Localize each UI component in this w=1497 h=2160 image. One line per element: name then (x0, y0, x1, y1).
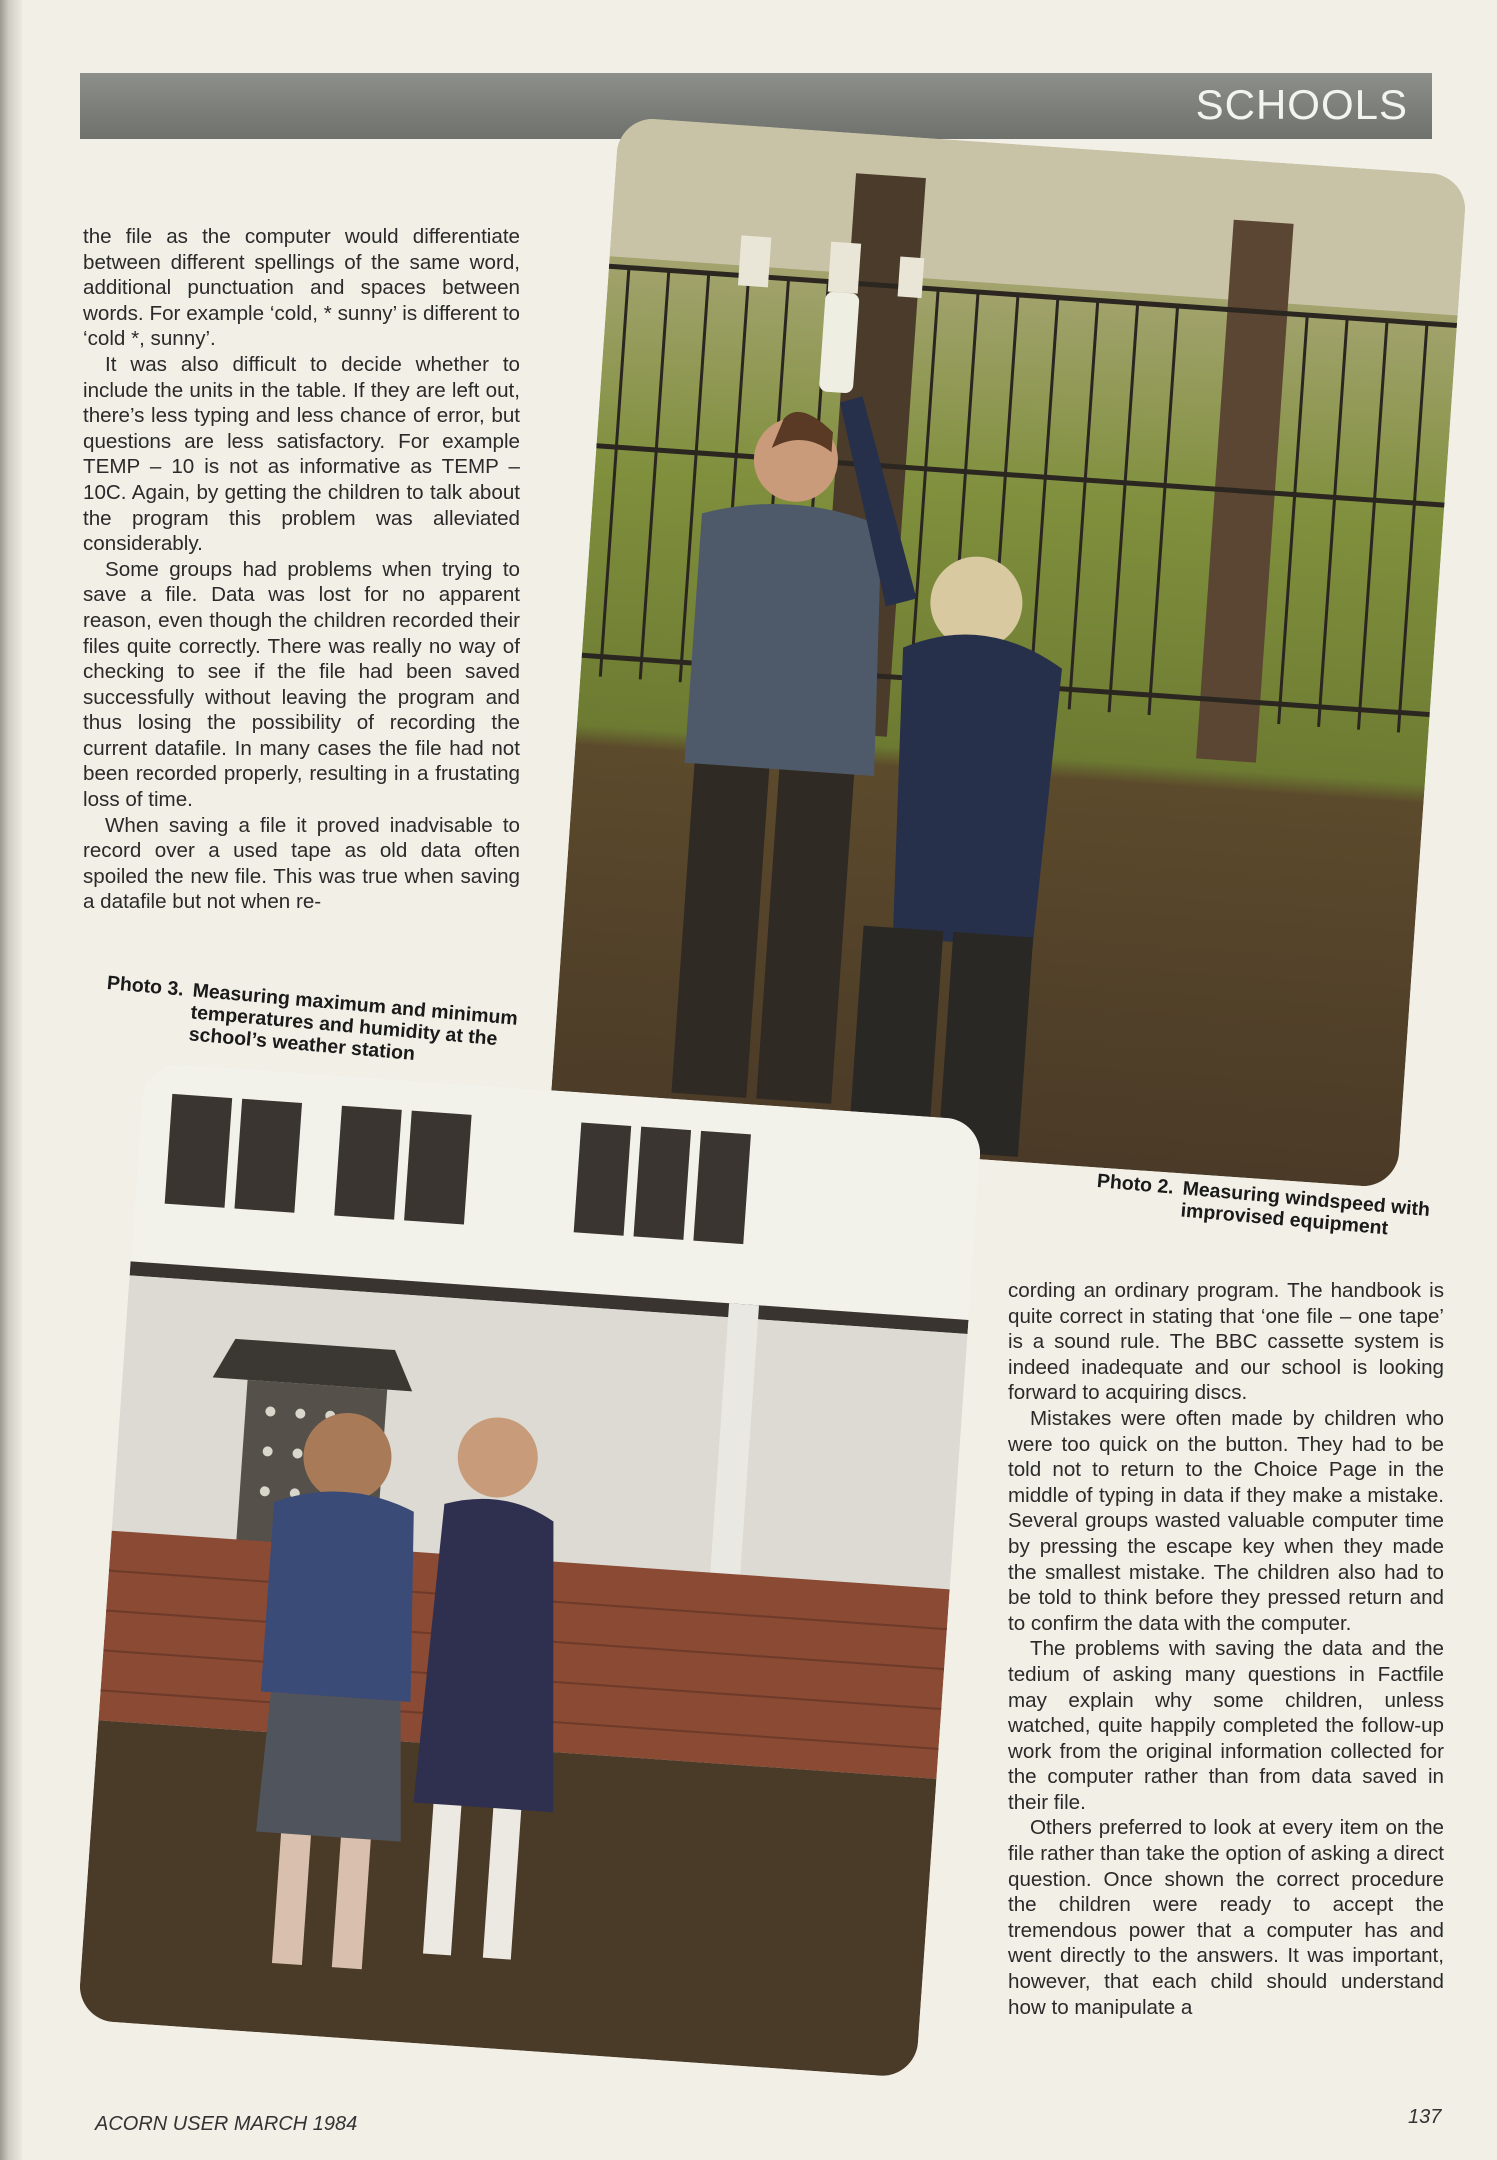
left-paragraph: When saving a file it proved inadvisable to record over a used tape as old data often spoiled the new file. This was true when saving a datafile but not when re- (83, 813, 520, 914)
caption-label: Photo 2. (1096, 1170, 1175, 1199)
footer-publication: ACORN USER MARCH 1984 (95, 2113, 358, 2135)
left-paragraph: It was also difficult to decide whether to include the units in the table. If they are left out, there’s less typing and less chance of error, but questions are less satisfactory. For example TEMP – 10 is not as informative as TEMP – 10C. Again, by getting the children to talk about the program this problem was alleviated considerably. (83, 352, 520, 556)
page-binding-edge (0, 0, 22, 2160)
photo-3-caption (102, 972, 536, 1075)
left-paragraph: Some groups had problems when trying to save a file. Data was lost for no apparent reason, even though the children recorded their files quite correctly. There was really no way of checking to see if the file had been saved successfully without leaving the program and thus losing the possibility of recording the current datafile. In many cases the file had not been recorded properly, resulting in a frustating loss of time. (83, 557, 520, 812)
right-paragraph: The problems with saving the data and the tedium of asking many questions in Factfile may explain why some children, unless watched, quite happily completed the follow-up work from the original information collected for the computer rather than from data saved in their file. (1008, 1637, 1444, 1814)
caption-label: Photo 3. (106, 972, 185, 1001)
right-paragraph: cording an ordinary program. The handbook is quite correct in stating that ‘one file – one tape’ is a sound rule. The BBC cassette system is indeed inadequate and our school is looking forward to acquiring discs. (1008, 1279, 1444, 1405)
article-right-column (1008, 1278, 1444, 2020)
left-paragraph: the file as the computer would differentiate between different spellings of the same word, additional punctuation and spaces between words. For example ‘cold, * sunny’ is different to ‘cold *, sunny’. (83, 225, 520, 351)
photo-2-caption (1094, 1170, 1456, 1245)
article-left-column (83, 224, 520, 915)
caption-text: Measuring windspeed with improvised equipment (1179, 1177, 1431, 1240)
right-paragraph: Others preferred to look at every item on the file rather than take the option of asking a direct question. Once shown the correct procedure the children were ready to accept the tremendous power that a computer has and went directly to the answers. It was important, however, that each child should understand how to manipulate a (1008, 1816, 1444, 2019)
section-title: SCHOOLS (1195, 81, 1408, 128)
photo-3-weather-station (78, 1062, 983, 2078)
photo-2-windspeed (549, 117, 1468, 1189)
caption-text: Measuring maximum and minimum temperatures and humidity at the school’s weather station (187, 979, 519, 1066)
footer-page-number: 137 (1408, 2106, 1442, 2128)
right-paragraph: Mistakes were often made by children who were too quick on the button. They had to be told not to return to the Choice Page in the middle of typing in data if they make a mistake. Several groups wasted valuable computer time by pressing the escape key when they made the smallest mistake. The children also had to be told to think before they pressed return and to confirm the data with the computer. (1008, 1406, 1444, 1635)
